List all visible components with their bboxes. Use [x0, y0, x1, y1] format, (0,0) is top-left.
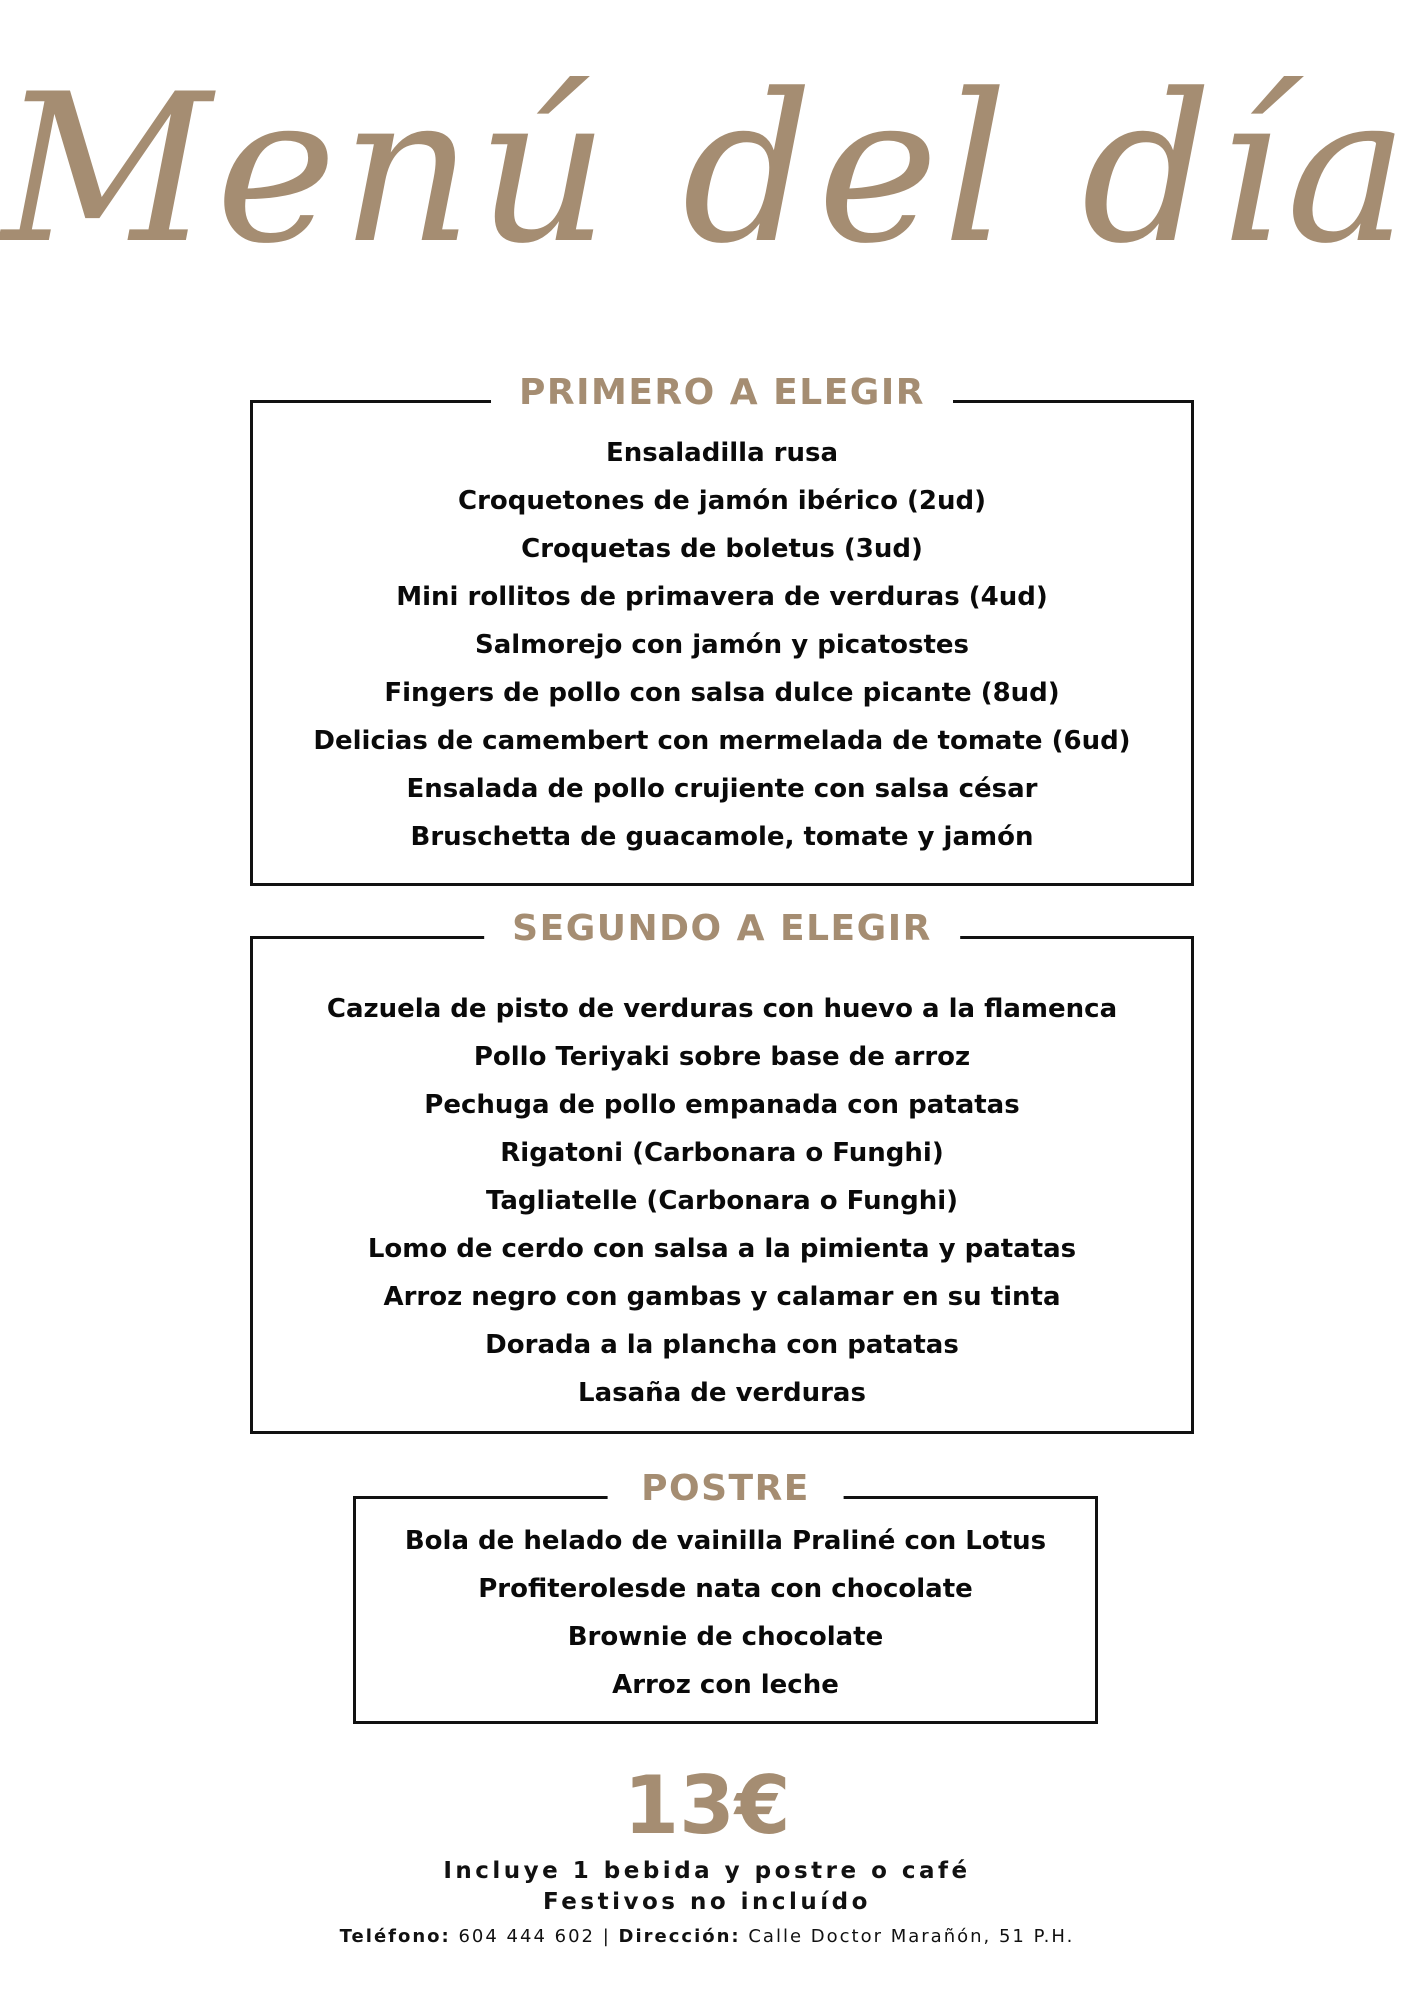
menu-item: Delicias de camembert con mermelada de tomate (6ud): [313, 726, 1131, 756]
menu-item: Croquetas de boletus (3ud): [521, 534, 923, 564]
footer-separator: |: [602, 1926, 611, 1947]
menu-item: Pollo Teriyaki sobre base de arroz: [473, 1042, 971, 1072]
section-primero: [250, 372, 1194, 886]
menu-item: Profiterolesde nata con chocolate: [478, 1574, 973, 1604]
menu-list-primero: [253, 429, 1191, 861]
menu-item: Lomo de cerdo con salsa a la pimienta y patatas: [367, 1234, 1077, 1264]
address-text: Calle Doctor Marañón, 51 P.H.: [748, 1926, 1075, 1947]
includes-note: Incluye 1 bebida y postre o café: [443, 1858, 971, 1884]
section-heading-segundo: SEGUNDO A ELEGIR: [484, 909, 960, 949]
menu-item: Arroz negro con gambas y calamar en su tinta: [383, 1282, 1061, 1312]
address-label: Dirección:: [618, 1926, 741, 1947]
menu-item: Mini rollitos de primavera de verduras (4ud): [396, 582, 1048, 612]
menu-item: Arroz con leche: [612, 1670, 839, 1700]
section-heading-postre: POSTRE: [607, 1469, 844, 1509]
menu-item: Tagliatelle (Carbonara o Funghi): [485, 1186, 959, 1216]
menu-item: Croquetones de jamón ibérico (2ud): [458, 486, 986, 516]
phone-label: Teléfono:: [339, 1926, 451, 1947]
menu-item: Pechuga de pollo empanada con patatas: [424, 1090, 1020, 1120]
menu-item: Lasaña de verduras: [578, 1378, 866, 1408]
menu-item: Ensaladilla rusa: [605, 438, 839, 468]
menu-item: Fingers de pollo con salsa dulce picante (8ud): [384, 678, 1060, 708]
phone-number: 604 444 602: [458, 1926, 595, 1947]
section-heading-primero: PRIMERO A ELEGIR: [491, 373, 953, 413]
menu-list-postre: [356, 1517, 1095, 1709]
section-segundo: [250, 908, 1194, 1434]
menu-item: Bruschetta de guacamole, tomate y jamón: [410, 822, 1034, 852]
contact-footer: [0, 1924, 1414, 1950]
menu-item: Dorada a la plancha con patatas: [485, 1330, 959, 1360]
menu-price: 13€: [623, 1759, 791, 1852]
section-postre: [353, 1468, 1098, 1724]
menu-item: Ensalada de pollo crujiente con salsa césar: [406, 774, 1038, 804]
holidays-note: Festivos no incluído: [543, 1889, 871, 1915]
menu-item: Cazuela de pisto de verduras con huevo a la flamenca: [326, 994, 1118, 1024]
menu-item: Bola de helado de vainilla Praliné con Lotus: [404, 1526, 1047, 1556]
menu-list-segundo: [253, 985, 1191, 1417]
page-title: Menú del día: [1, 51, 1413, 289]
menu-item: Brownie de chocolate: [567, 1622, 884, 1652]
menu-item: Salmorejo con jamón y picatostes: [474, 630, 969, 660]
menu-item: Rigatoni (Carbonara o Funghi): [500, 1138, 944, 1168]
